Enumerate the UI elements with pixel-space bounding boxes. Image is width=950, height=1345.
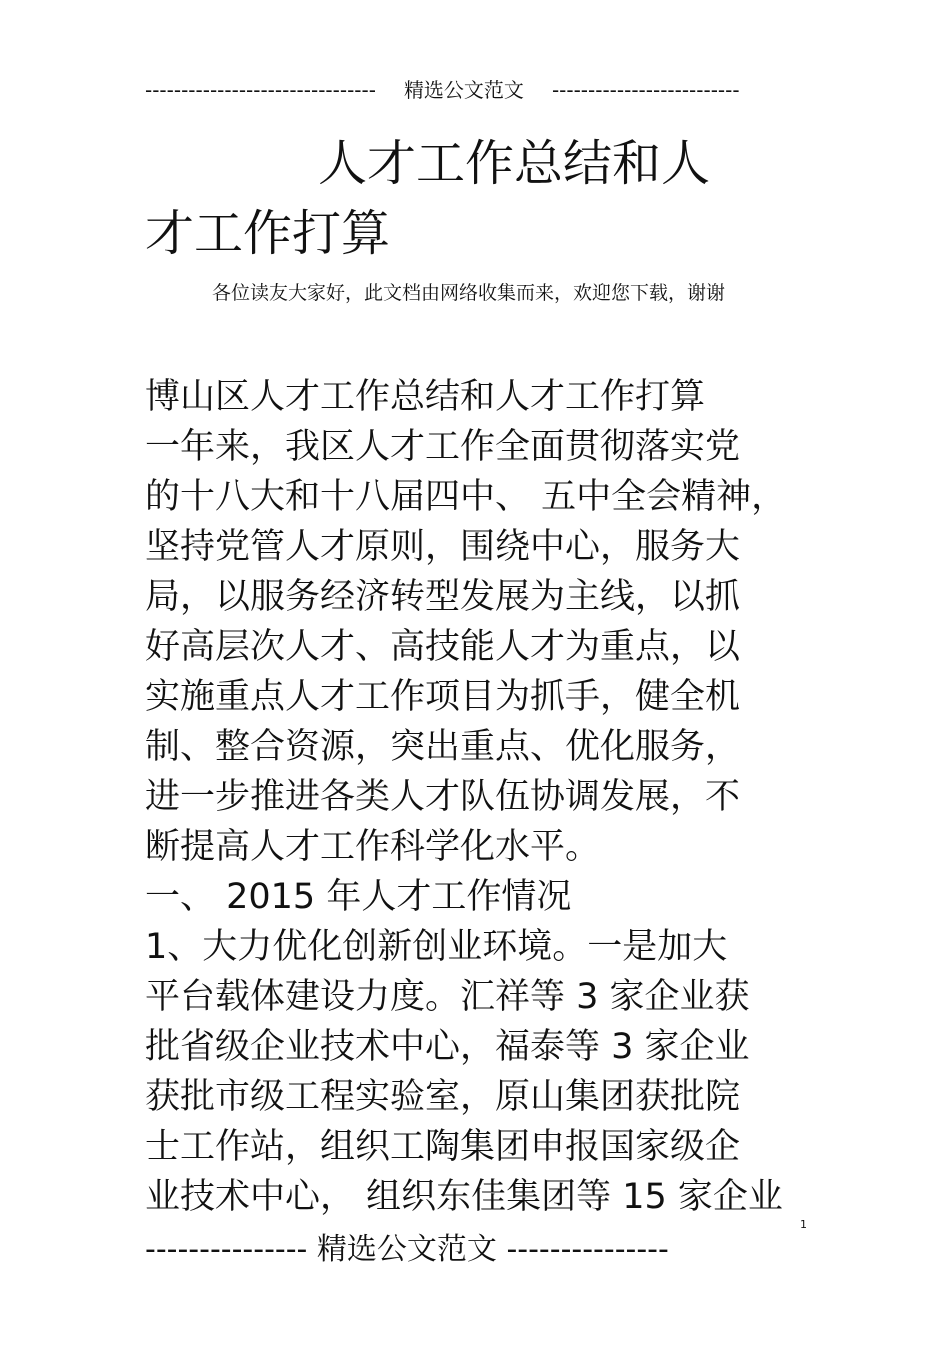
body-line: 博山区人才工作总结和人才工作打算 bbox=[145, 377, 706, 417]
page-footer: --------------- 精选公文范文 --------------- bbox=[145, 1232, 669, 1267]
body-line: 士工作站，组织工陶集团申报国家级企 bbox=[145, 1127, 741, 1167]
header-dashes-right: -------------------------- bbox=[551, 78, 740, 102]
body-line: 业技术中心， 组织东佳集团等 15 家企业 bbox=[145, 1177, 783, 1217]
document-title-line-2: 才工作打算 bbox=[145, 205, 391, 262]
body-line: 好高层次人才、高技能人才为重点，以 bbox=[145, 627, 741, 667]
body-line: 批省级企业技术中心，福泰等 3 家企业 bbox=[145, 1027, 750, 1067]
body-line: 断提高人才工作科学化水平。 bbox=[145, 827, 601, 867]
greeting-text: 各位读友大家好，此文档由网络收集而来，欢迎您下载，谢谢 bbox=[212, 282, 726, 304]
body-line: 进一步推进各类人才队伍协调发展，不 bbox=[145, 777, 741, 817]
body-line: 平台载体建设力度。汇祥等 3 家企业获 bbox=[145, 977, 750, 1017]
header-label: 精选公文范文 bbox=[403, 78, 524, 102]
body-line: 1、大力优化创新创业环境。一是加大 bbox=[145, 927, 728, 967]
section-heading: 一、 2015 年人才工作情况 bbox=[145, 877, 572, 917]
page-header bbox=[145, 76, 775, 104]
page-number: 1 bbox=[800, 1218, 807, 1231]
body-line: 的十八大和十八届四中、 五中全会精神， bbox=[145, 477, 787, 517]
body-line: 获批市级工程实验室，原山集团获批院 bbox=[145, 1077, 741, 1117]
document-title-line-1: 人才工作总结和人 bbox=[318, 135, 711, 192]
header-dashes-left: -------------------------------- bbox=[145, 78, 376, 102]
body-line: 局，以服务经济转型发展为主线，以抓 bbox=[145, 577, 741, 617]
body-line: 制、整合资源，突出重点、优化服务， bbox=[145, 727, 741, 767]
body-line: 一年来，我区人才工作全面贯彻落实党 bbox=[145, 427, 741, 467]
body-line: 坚持党管人才原则，围绕中心，服务大 bbox=[145, 527, 741, 567]
body-line: 实施重点人才工作项目为抓手，健全机 bbox=[145, 677, 741, 717]
